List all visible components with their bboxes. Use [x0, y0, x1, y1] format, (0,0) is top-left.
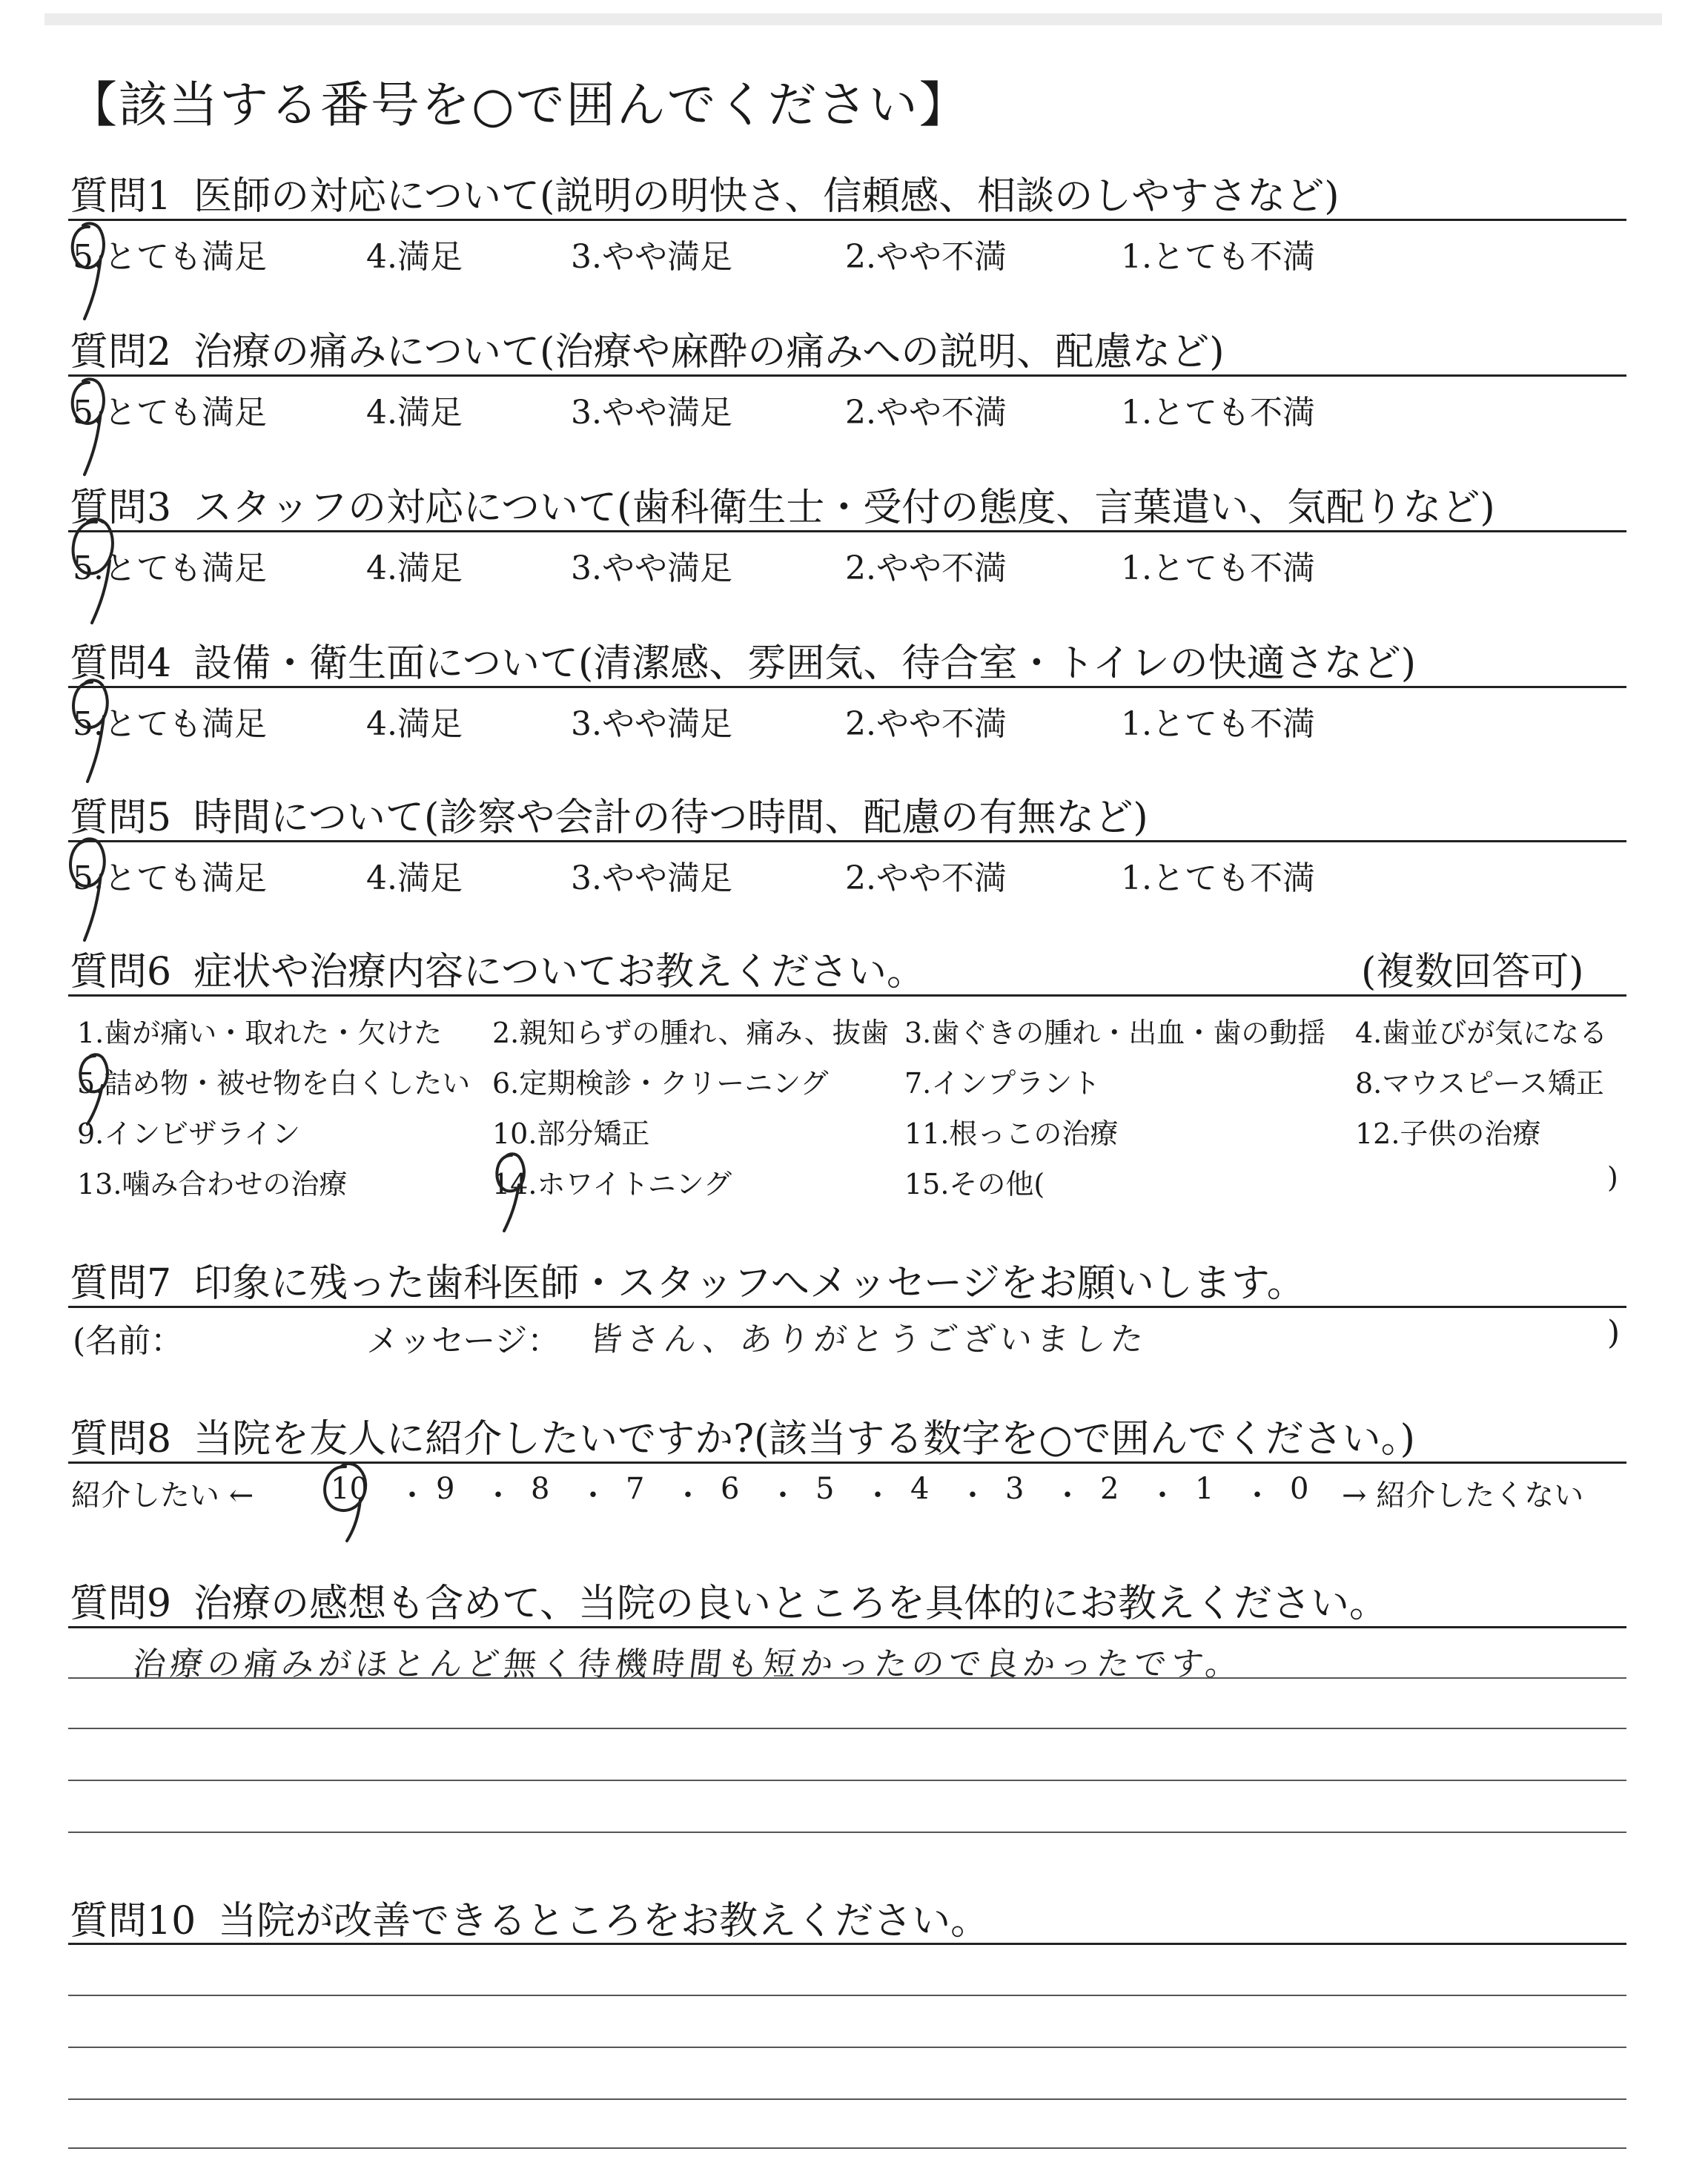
scale-dot: ・ — [1148, 1479, 1177, 1513]
scale-1[interactable]: 1 — [1195, 1472, 1214, 1506]
scale-7[interactable]: 7 — [626, 1472, 645, 1506]
scan-top-edge — [44, 13, 1662, 25]
scale-0[interactable]: 0 — [1290, 1472, 1309, 1506]
symptom-item-4[interactable]: 4.歯並びが気になる — [1355, 1017, 1608, 1049]
question-text: 症状や治療内容についてお教えください。 — [193, 950, 926, 994]
option-3[interactable]: 3.やや満足 — [571, 705, 732, 743]
option-2[interactable]: 2.やや不満 — [845, 859, 1007, 897]
question-number: 質問4 — [70, 641, 172, 686]
question-10 — [70, 1889, 989, 1945]
question-number: 質問7 — [70, 1261, 172, 1306]
question-rule — [68, 1306, 1626, 1308]
option-3[interactable]: 3.やや満足 — [571, 238, 732, 276]
question-8 — [70, 1407, 1415, 1463]
question-text: 時間について(診察や会計の待つ時間、配慮の有無など) — [193, 796, 1148, 840]
scale-2[interactable]: 2 — [1100, 1472, 1119, 1506]
option-1[interactable]: 1.とても不満 — [1121, 705, 1315, 743]
question-number: 質問1 — [70, 174, 172, 219]
question-rule — [68, 374, 1626, 377]
option-3[interactable]: 3.やや満足 — [571, 549, 732, 587]
question-number: 質問5 — [70, 796, 172, 840]
question-1 — [70, 165, 1340, 220]
question-number: 質問6 — [70, 950, 172, 994]
message-close-paren: ) — [1607, 1314, 1621, 1352]
question-rule — [68, 1943, 1626, 1945]
symptom-item-1[interactable]: 1.歯が痛い・取れた・欠けた — [77, 1017, 443, 1049]
question-number: 質問8 — [70, 1417, 172, 1462]
scale-8[interactable]: 8 — [531, 1472, 550, 1506]
question-rule — [68, 219, 1626, 221]
message-value[interactable]: 皆さん、ありがとうございました — [587, 1321, 1150, 1358]
scale-5[interactable]: 5 — [815, 1472, 835, 1506]
option-4[interactable]: 4.満足 — [366, 549, 463, 587]
symptom-item-15[interactable]: 15.その他( — [904, 1168, 1045, 1200]
question-9 — [70, 1572, 1388, 1628]
option-3[interactable]: 3.やや満足 — [571, 394, 732, 432]
option-5[interactable]: 5.とても満足 — [73, 238, 267, 276]
question-rule — [68, 530, 1626, 532]
symptom-item-3[interactable]: 3.歯ぐきの腫れ・出血・歯の動揺 — [904, 1017, 1326, 1049]
option-3[interactable]: 3.やや満足 — [571, 859, 732, 897]
symptom-item-6[interactable]: 6.定期検診・クリーニング — [492, 1067, 829, 1100]
question-rule — [68, 994, 1626, 997]
symptom-item-2[interactable]: 2.親知らずの腫れ、痛み、抜歯 — [492, 1017, 889, 1049]
question-6 — [70, 940, 925, 996]
scale-dot: ・ — [673, 1479, 703, 1513]
question-text: 治療の痛みについて(治療や麻酔の痛みへの説明、配慮など) — [193, 330, 1225, 374]
option-1[interactable]: 1.とても不満 — [1121, 238, 1315, 276]
page-title: 【該当する番号を○で囲んでください】 — [68, 76, 970, 133]
question-number: 質問9 — [70, 1582, 172, 1626]
question-text: 治療の感想も含めて、当院の良いところを具体的にお教えください。 — [193, 1582, 1388, 1626]
option-2[interactable]: 2.やや不満 — [845, 394, 1007, 432]
answer-line — [68, 1780, 1626, 1781]
option-5[interactable]: 5.とても満足 — [73, 394, 267, 432]
scale-4[interactable]: 4 — [910, 1472, 930, 1506]
option-5[interactable]: 5.とても満足 — [73, 705, 267, 743]
option-1[interactable]: 1.とても不満 — [1121, 394, 1315, 432]
option-5[interactable]: 5.とても満足 — [73, 859, 267, 897]
scale-3[interactable]: 3 — [1005, 1472, 1025, 1506]
option-5[interactable]: 5.とても満足 — [73, 549, 267, 587]
symptom-item-13[interactable]: 13.噛み合わせの治療 — [77, 1168, 348, 1200]
question-text: スタッフの対応について(歯科衛生士・受付の態度、言葉遣い、気配りなど) — [193, 486, 1495, 530]
good-points-answer[interactable]: 治療の痛みがほとんど無く待機時間も短かったので良かったです。 — [130, 1645, 1245, 1683]
answer-line — [68, 1677, 1626, 1679]
answer-line — [68, 2147, 1626, 2149]
question-text: 当院を友人に紹介したいですか?(該当する数字を○で囲んでください。) — [193, 1417, 1415, 1462]
question-number: 質問10 — [70, 1899, 196, 1943]
option-4[interactable]: 4.満足 — [366, 705, 463, 743]
question-4 — [70, 632, 1416, 687]
scale-dot: ・ — [578, 1479, 608, 1513]
answer-line — [68, 2098, 1626, 2100]
question-text: 印象に残った歯科医師・スタッフへメッセージをお願いします。 — [193, 1261, 1305, 1306]
question-number: 質問3 — [70, 486, 172, 530]
option-1[interactable]: 1.とても不満 — [1121, 549, 1315, 587]
question-3 — [70, 476, 1495, 532]
answer-line — [68, 1995, 1626, 1996]
question-rule — [68, 1626, 1626, 1628]
answer-line — [68, 1728, 1626, 1729]
option-2[interactable]: 2.やや不満 — [845, 549, 1007, 587]
name-label: (名前： — [73, 1322, 184, 1360]
scale-10[interactable]: 10 — [331, 1472, 368, 1506]
scale-dot: ・ — [768, 1479, 798, 1513]
message-label: メッセージ： — [366, 1322, 560, 1360]
option-4[interactable]: 4.満足 — [366, 394, 463, 432]
question-7 — [70, 1252, 1305, 1307]
symptom-item-14[interactable]: 14.ホワイトニング — [492, 1168, 732, 1200]
question-number: 質問2 — [70, 330, 172, 374]
symptom-item-8[interactable]: 8.マウスピース矯正 — [1355, 1067, 1604, 1100]
symptom-item-12[interactable]: 12.子供の治療 — [1355, 1117, 1541, 1150]
question-rule — [68, 686, 1626, 688]
question-5 — [70, 786, 1148, 842]
recommend-left-label: 紹介したい ← — [71, 1479, 254, 1513]
question-text: 設備・衛生面について(清潔感、雰囲気、待合室・トイレの快適さなど) — [193, 641, 1417, 686]
option-4[interactable]: 4.満足 — [366, 238, 463, 276]
option-2[interactable]: 2.やや不満 — [845, 238, 1007, 276]
symptom-item-9[interactable]: 9.インビザライン — [77, 1117, 301, 1150]
option-1[interactable]: 1.とても不満 — [1121, 859, 1315, 897]
symptom-item-10[interactable]: 10.部分矯正 — [492, 1117, 650, 1150]
question-text: 医師の対応について(説明の明快さ、信頼感、相談のしやすさなど) — [193, 174, 1340, 219]
recommend-right-label: → 紹介したくない — [1342, 1479, 1584, 1513]
question-2 — [70, 320, 1225, 376]
scale-dot: ・ — [1242, 1479, 1272, 1513]
question-text: 当院が改善できるところをお教えください。 — [218, 1899, 990, 1943]
symptom-item-11[interactable]: 11.根っこの治療 — [904, 1117, 1119, 1150]
symptom-item-7[interactable]: 7.インプラント — [904, 1067, 1101, 1100]
scale-dot: ・ — [863, 1479, 893, 1513]
answer-line — [68, 1832, 1626, 1833]
scale-dot: ・ — [397, 1479, 427, 1513]
scale-dot: ・ — [958, 1479, 987, 1513]
question-rule — [68, 840, 1626, 842]
scale-dot: ・ — [483, 1479, 513, 1513]
multiple-answer-note: (複数回答可) — [1361, 950, 1584, 994]
scale-dot: ・ — [1053, 1479, 1082, 1513]
option-2[interactable]: 2.やや不満 — [845, 705, 1007, 743]
scale-9[interactable]: 9 — [436, 1472, 455, 1506]
question-rule — [68, 1462, 1626, 1464]
symptom-item-5[interactable]: 5.詰め物・被せ物を白くしたい — [77, 1067, 471, 1100]
answer-line — [68, 2047, 1626, 2048]
option-4[interactable]: 4.満足 — [366, 859, 463, 897]
scale-6[interactable]: 6 — [721, 1472, 740, 1506]
other-close-paren: ) — [1607, 1161, 1618, 1194]
